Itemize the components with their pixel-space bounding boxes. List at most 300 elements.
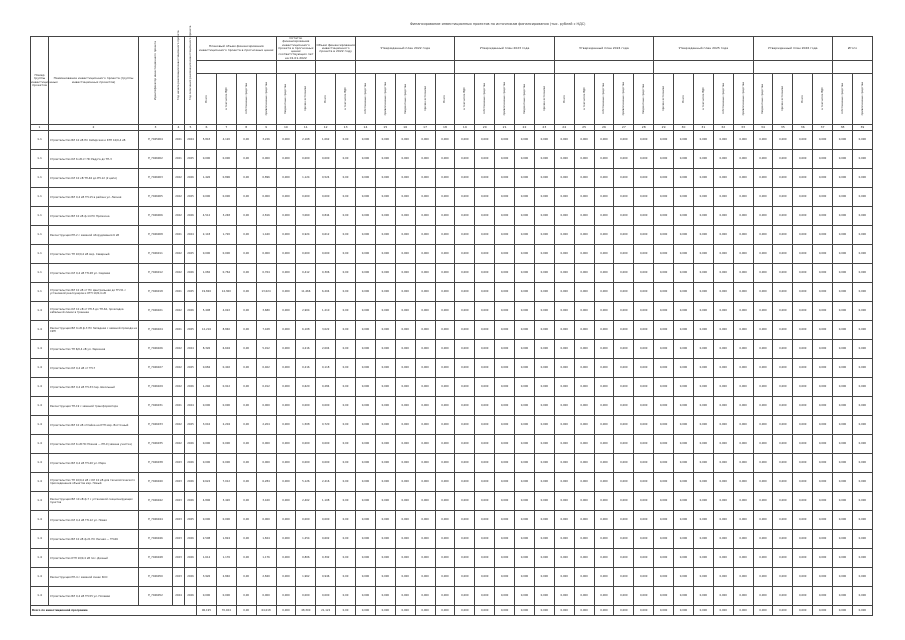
row-value: 0,000 (415, 131, 435, 150)
row-value: 0,000 (276, 587, 296, 606)
row-value: 0,000 (654, 264, 674, 283)
row-value: 0,000 (773, 169, 793, 188)
row-value: 0,000 (316, 454, 336, 473)
row-value: 0,000 (773, 226, 793, 245)
header-sub-total (674, 74, 694, 125)
row-value: 0,000 (415, 359, 435, 378)
row-value: 0,000 (614, 245, 634, 264)
row-value: 0,000 (475, 397, 495, 416)
row-value: 0,000 (256, 245, 276, 264)
row-value: 0,000 (833, 321, 853, 340)
row-value: 0,000 (574, 150, 594, 169)
row-value: 0,000 (515, 207, 535, 226)
row-project-id: E_7046027 (139, 359, 173, 378)
row-value: 0,806 (296, 549, 316, 568)
row-value: 0,000 (833, 378, 853, 397)
row-value: 0,000 (475, 245, 495, 264)
row-value: 0,000 (455, 416, 475, 435)
row-value: 0,000 (773, 473, 793, 492)
row-value: 0,000 (415, 302, 435, 321)
total-row-value: 0,000 (534, 606, 554, 616)
column-number: 35 (773, 125, 793, 131)
row-value: 0,000 (356, 511, 376, 530)
row-value: 0,000 (356, 530, 376, 549)
row-end-year: 2024 (185, 131, 197, 150)
row-group: 1.4 (31, 492, 49, 511)
row-value: 19,826 (197, 283, 217, 302)
row-project-name: Строительство КЛ 6 кВ ПС Южная — РП-9 (замена участка) (49, 435, 139, 454)
total-row-value: 0,000 (415, 606, 435, 616)
row-value: 0,000 (852, 568, 872, 587)
header-sub-total (197, 74, 217, 125)
row-value: 0,00 (336, 150, 356, 169)
row-value: 0,000 (594, 397, 614, 416)
row-value: 0,000 (415, 378, 435, 397)
row-value: 0,000 (674, 435, 694, 454)
row-value: 0,000 (674, 473, 694, 492)
header-sub-label: прочие источники (542, 85, 546, 111)
row-value: 0,000 (693, 378, 713, 397)
row-value: 1,508 (296, 416, 316, 435)
row-start-year: 2021 (173, 150, 185, 169)
header-sub-label: в том числе НДС (463, 87, 467, 110)
row-value: 0,000 (515, 549, 535, 568)
row-value: 0,000 (773, 321, 793, 340)
row-value: 7,428 (256, 321, 276, 340)
row-value: 0,000 (753, 549, 773, 568)
header-sub-label: собственные средства (483, 82, 487, 114)
total-row-value: 0,00 (336, 606, 356, 616)
row-group: 1.1 (31, 226, 49, 245)
row-value: 0,000 (773, 378, 793, 397)
header-sub-ndc (574, 74, 594, 125)
row-project-id: E_7046048 (139, 549, 173, 568)
row-value: 0,000 (733, 359, 753, 378)
header-sub-label: прочие источники (423, 85, 427, 111)
row-value: 0,000 (833, 150, 853, 169)
row-value: 0,000 (793, 245, 813, 264)
row-value: 0,000 (475, 264, 495, 283)
header-sub-ndc (813, 74, 833, 125)
row-value: 0,000 (415, 340, 435, 359)
row-value: 0,000 (733, 321, 753, 340)
row-value: 0,000 (654, 321, 674, 340)
row-project-name: Строительство ВЛ 0,4 кВ ТП-40 ул. Мира (49, 454, 139, 473)
row-value: 0,000 (674, 245, 694, 264)
header-sub-total (316, 74, 336, 125)
row-value: 0,000 (674, 568, 694, 587)
row-value: 0,000 (713, 283, 733, 302)
row-value: 0,000 (554, 378, 574, 397)
column-number: 37 (813, 125, 833, 131)
header-sub-label: привлеченные средства (383, 81, 387, 116)
row-value: 0,000 (753, 492, 773, 511)
header-sub-attr (614, 74, 634, 125)
row-value: 0,000 (455, 302, 475, 321)
row-value: 0,000 (634, 378, 654, 397)
row-value: 1,254 (296, 530, 316, 549)
row-value: 0,00 (336, 188, 356, 207)
header-sub-label: в том числе НДС (224, 87, 228, 110)
row-value: 0,000 (654, 150, 674, 169)
header-group-number-label: Номер группы инвестиционных проектов (31, 72, 58, 87)
row-value: 0,000 (197, 150, 217, 169)
row-group: 1.4 (31, 302, 49, 321)
row-value: 0,000 (475, 321, 495, 340)
row-group: 1.1 (31, 264, 49, 283)
row-end-year: 2024 (185, 340, 197, 359)
row-value: 0,000 (495, 150, 515, 169)
row-value: 0,000 (395, 549, 415, 568)
row-value: 0,000 (574, 378, 594, 397)
row-value: 0,000 (654, 226, 674, 245)
row-value: 0,412 (296, 264, 316, 283)
row-value: 5,912 (256, 340, 276, 359)
total-row (31, 606, 873, 616)
row-value: 0,000 (435, 207, 455, 226)
row-value: 0,000 (574, 492, 594, 511)
row-value: 0,000 (415, 321, 435, 340)
row-value: 0,000 (753, 321, 773, 340)
row-project-name: Строительство КЛ 6 кВ от ПС Радуга до ТП-3 (49, 150, 139, 169)
row-value: 0,000 (475, 511, 495, 530)
row-value: 0,000 (654, 188, 674, 207)
header-project-name-label: Наименование инвестиционного проекта (группы инвестиционных проектов) (53, 76, 134, 84)
row-value: 0,000 (455, 150, 475, 169)
row-value: 0,000 (614, 416, 634, 435)
row-project-id: E_7046002 (139, 150, 173, 169)
row-value: 0,000 (852, 492, 872, 511)
row-value: 0,000 (654, 245, 674, 264)
row-value: 0,000 (316, 587, 336, 606)
row-value: 0,000 (813, 378, 833, 397)
row-value: 0,000 (375, 169, 395, 188)
row-value: 0,000 (674, 340, 694, 359)
row-value: 0,000 (594, 283, 614, 302)
row-value: 1,824 (256, 530, 276, 549)
row-value: 0,000 (475, 359, 495, 378)
row-value: 0,000 (793, 416, 813, 435)
finance-table (30, 25, 873, 616)
row-value: 0,000 (713, 511, 733, 530)
row-value: 0,000 (614, 435, 634, 454)
row-value: 0,000 (455, 340, 475, 359)
header-sub-budget (515, 74, 535, 125)
row-value: 0,000 (594, 378, 614, 397)
row-value: 0,00 (336, 169, 356, 188)
row-value: 9,624 (197, 473, 217, 492)
row-value: 0,000 (395, 359, 415, 378)
row-value: 0,000 (693, 245, 713, 264)
row-value: 0,000 (753, 245, 773, 264)
table-row (31, 207, 873, 226)
header-sub-label: привлеченные средства (622, 81, 626, 116)
row-value: 0,000 (852, 549, 872, 568)
table-row (31, 549, 873, 568)
row-start-year: 2022 (173, 245, 185, 264)
row-value: 2,118 (197, 226, 217, 245)
row-value: 0,000 (813, 530, 833, 549)
row-value: 0,000 (276, 511, 296, 530)
row-value: 0,000 (574, 359, 594, 378)
row-value: 0,000 (216, 454, 236, 473)
row-value: 0,000 (614, 264, 634, 283)
row-value: 0,000 (654, 359, 674, 378)
row-value: 0,000 (753, 131, 773, 150)
row-value: 0,00 (236, 549, 256, 568)
row-value: 0,000 (753, 283, 773, 302)
row-value: 0,000 (356, 454, 376, 473)
row-value: 0,000 (594, 530, 614, 549)
row-value: 0,000 (634, 264, 654, 283)
row-value: 0,000 (495, 283, 515, 302)
table-row (31, 340, 873, 359)
row-value: 0,000 (534, 321, 554, 340)
row-value: 0,000 (634, 340, 654, 359)
row-value: 0,000 (674, 492, 694, 511)
row-value: 0,00 (236, 492, 256, 511)
row-project-id: E_7046046 (139, 530, 173, 549)
row-project-id: E_7045004 (139, 131, 173, 150)
header-sub-other (534, 74, 554, 125)
row-value: 0,00 (236, 283, 256, 302)
row-end-year: 2025 (185, 283, 197, 302)
row-group: 1.4 (31, 340, 49, 359)
row-value: 2,402 (296, 492, 316, 511)
table-row (31, 511, 873, 530)
header-sub-attr (495, 74, 515, 125)
row-value: 0,000 (316, 150, 336, 169)
row-value: 1,082 (197, 264, 217, 283)
row-value: 0,000 (753, 416, 773, 435)
row-value: 0,000 (356, 340, 376, 359)
row-value: 0,00 (236, 321, 256, 340)
row-value: 0,000 (356, 131, 376, 150)
row-value: 0,000 (534, 359, 554, 378)
row-project-name: Реконструкция ВЛ 10 кВ ф.7 с установкой секционирующих пунктов (49, 492, 139, 511)
row-value: 0,000 (833, 416, 853, 435)
row-value: 0,000 (733, 150, 753, 169)
row-value: 0,000 (435, 359, 455, 378)
row-value: 0,000 (375, 302, 395, 321)
row-value: 0,000 (594, 340, 614, 359)
row-start-year: 2021 (173, 321, 185, 340)
row-value: 4,512 (197, 207, 217, 226)
row-value: 0,000 (773, 568, 793, 587)
total-row-value: 0,000 (733, 606, 753, 616)
row-value: 0,000 (813, 549, 833, 568)
row-value: 0,000 (674, 226, 694, 245)
row-value: 0,000 (574, 416, 594, 435)
total-row-value: 0,000 (574, 606, 594, 616)
row-value: 3,022 (316, 321, 336, 340)
column-number: 39 (852, 125, 872, 131)
row-end-year: 2026 (185, 549, 197, 568)
header-sub-label: в том числе НДС (701, 87, 705, 110)
row-value: 0,000 (554, 416, 574, 435)
row-value: 0,000 (773, 207, 793, 226)
row-group: 1.4 (31, 378, 49, 397)
row-start-year: 2023 (173, 473, 185, 492)
total-row-value: 0,000 (375, 606, 395, 616)
row-value: 0,000 (495, 416, 515, 435)
table-row (31, 302, 873, 321)
row-value: 0,000 (733, 549, 753, 568)
column-number: 10 (276, 125, 296, 131)
row-value: 0,00 (236, 340, 256, 359)
row-value: 0,000 (654, 454, 674, 473)
row-value: 0,000 (614, 492, 634, 511)
row-value: 0,000 (833, 435, 853, 454)
row-value: 0,000 (495, 511, 515, 530)
row-value: 3,420 (256, 492, 276, 511)
row-value: 0,000 (395, 340, 415, 359)
row-project-name: Строительство ВЛ 10 кВ ф.21 ПС Лесная — ТП-66 (49, 530, 139, 549)
row-value: 0,000 (356, 587, 376, 606)
row-end-year: 2025 (185, 511, 197, 530)
row-value: 0,000 (375, 207, 395, 226)
row-value: 0,000 (574, 188, 594, 207)
row-value: 0,000 (415, 454, 435, 473)
row-value: 0,000 (435, 587, 455, 606)
header-period-2026 (753, 37, 833, 61)
row-value: 0,000 (296, 454, 316, 473)
row-value: 0,000 (455, 530, 475, 549)
column-number: 38 (833, 125, 853, 131)
row-group: 1.4 (31, 473, 49, 492)
row-value: 0,000 (852, 283, 872, 302)
row-value: 0,000 (435, 530, 455, 549)
row-value: 0,000 (475, 188, 495, 207)
row-group: 1.4 (31, 587, 49, 606)
row-value: 0,000 (395, 568, 415, 587)
row-project-id: E_7046018 (139, 283, 173, 302)
row-value: 0,000 (674, 359, 694, 378)
header-sub-label: бюджетные средства (403, 83, 407, 114)
row-value: 0,524 (316, 169, 336, 188)
column-number: 32 (713, 125, 733, 131)
row-value: 0,000 (296, 397, 316, 416)
row-value: 0,000 (375, 435, 395, 454)
row-value: 0,000 (693, 397, 713, 416)
row-value: 0,000 (693, 131, 713, 150)
row-value: 0,000 (833, 169, 853, 188)
row-value: 1,210 (316, 302, 336, 321)
column-number: 19 (455, 125, 475, 131)
row-value: 0,000 (356, 416, 376, 435)
row-value: 0,000 (375, 264, 395, 283)
row-project-name: Строительство ТП 10/0,4 кВ мкр. Северный (49, 245, 139, 264)
row-value: 0,000 (395, 321, 415, 340)
row-value: 0,000 (515, 492, 535, 511)
row-start-year: 2022 (173, 207, 185, 226)
row-value: 2,004 (316, 340, 336, 359)
row-value: 1,440 (256, 226, 276, 245)
total-row-value: 0,000 (634, 606, 654, 616)
row-value: 0,000 (554, 435, 574, 454)
row-value: 0,000 (395, 454, 415, 473)
column-number: 14 (356, 125, 376, 131)
total-row-value: 0,000 (395, 606, 415, 616)
row-value: 0,000 (515, 454, 535, 473)
row-value: 0,000 (574, 530, 594, 549)
total-row-value: 0,000 (276, 606, 296, 616)
header-sub-other (415, 74, 435, 125)
row-value: 0,000 (375, 416, 395, 435)
row-value: 0,00 (236, 530, 256, 549)
total-row-value: 0,000 (674, 606, 694, 616)
row-value: 0,000 (713, 207, 733, 226)
row-value: 0,00 (336, 587, 356, 606)
row-value: 0,000 (574, 321, 594, 340)
row-group: 1.4 (31, 454, 49, 473)
header-sub-own (475, 74, 495, 125)
row-value: 4,120 (216, 131, 236, 150)
row-value: 0,000 (495, 264, 515, 283)
row-group: 1.1 (31, 188, 49, 207)
header-sub-other (296, 74, 316, 125)
column-number: 13 (336, 125, 356, 131)
row-value: 0,000 (435, 321, 455, 340)
row-value: 0,00 (336, 473, 356, 492)
row-value: 0,000 (375, 340, 395, 359)
row-value: 0,000 (256, 511, 276, 530)
row-value: 0,000 (495, 587, 515, 606)
row-value: 0,000 (594, 131, 614, 150)
row-value: 0,000 (256, 435, 276, 454)
row-value: 0,000 (813, 226, 833, 245)
row-start-year: 2022 (173, 188, 185, 207)
row-value: 0,000 (674, 207, 694, 226)
row-project-id: E_7046033 (139, 416, 173, 435)
row-value: 0,000 (674, 188, 694, 207)
row-value: 0,000 (833, 397, 853, 416)
row-start-year: 2021 (173, 397, 185, 416)
row-value: 0,000 (475, 492, 495, 511)
row-end-year: 2026 (185, 435, 197, 454)
table-row (31, 378, 873, 397)
row-value: 0,000 (793, 207, 813, 226)
row-value: 0,000 (554, 207, 574, 226)
row-value: 0,000 (316, 511, 336, 530)
row-value: 0,000 (574, 435, 594, 454)
row-project-id: E_7046042 (139, 492, 173, 511)
row-value: 0,000 (216, 150, 236, 169)
row-value: 0,000 (316, 397, 336, 416)
row-value: 0,000 (475, 169, 495, 188)
row-value: 0,000 (455, 473, 475, 492)
row-value: 0,000 (534, 131, 554, 150)
row-value: 0,000 (495, 302, 515, 321)
row-value: 0,000 (674, 131, 694, 150)
row-value: 1,176 (256, 549, 276, 568)
row-project-id: E_7046026 (139, 340, 173, 359)
row-value: 0,000 (475, 435, 495, 454)
row-value: 0,000 (455, 587, 475, 606)
column-number: 34 (753, 125, 773, 131)
row-value: 0,000 (534, 530, 554, 549)
row-value: 6,108 (296, 321, 316, 340)
row-value: 0,000 (634, 511, 654, 530)
row-value: 0,000 (435, 416, 455, 435)
row-value: 0,00 (236, 473, 256, 492)
row-value: 0,000 (733, 131, 753, 150)
row-value: 0,000 (594, 587, 614, 606)
row-value: 0,402 (216, 359, 236, 378)
row-value: 0,000 (634, 435, 654, 454)
row-value: 0,000 (813, 340, 833, 359)
row-value: 0,000 (256, 454, 276, 473)
